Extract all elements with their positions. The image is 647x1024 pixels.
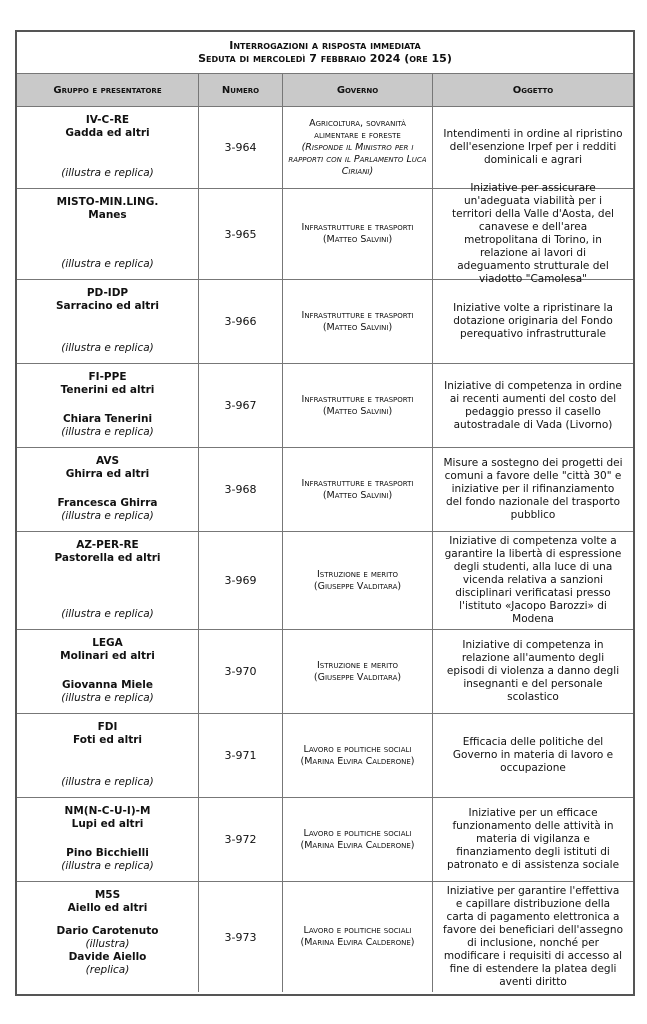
presentatore-name: Lupi ed altri	[71, 818, 144, 830]
speaker-role: (illustra e replica)	[61, 510, 154, 522]
numero-cell: 3-971	[199, 714, 283, 797]
oggetto-cell: Intendimenti in ordine al ripristino dell'esenzione Irpef per i redditi dominicali e agrari	[443, 128, 623, 166]
gruppo-cell	[17, 532, 199, 629]
ministro-name: (Matteo Salvini)	[322, 321, 393, 333]
speaker-role: (illustra)	[85, 938, 130, 950]
gruppo-name: AVS	[95, 455, 120, 467]
gruppo-name: FI-PPE	[88, 371, 127, 383]
speaker-role: (illustra e replica)	[61, 342, 154, 354]
gruppo-cell	[17, 280, 199, 363]
header-oggetto: Oggetto	[512, 84, 554, 96]
numero-cell: 3-968	[199, 448, 283, 531]
ministero-name: Lavoro e politiche sociali	[303, 827, 412, 839]
governo-cell	[283, 798, 433, 881]
title-line-2: Seduta di mercoledì 7 febbraio 2024 (ore 15)	[198, 52, 452, 65]
ministero-name: Lavoro e politiche sociali	[303, 743, 412, 755]
gruppo-cell	[17, 630, 199, 713]
governo-cell	[283, 280, 433, 363]
gruppo-cell	[17, 107, 199, 188]
governo-cell	[283, 364, 433, 447]
speaker-name: Chiara Tenerini	[62, 413, 153, 425]
table-row	[17, 448, 633, 532]
speaker-name: Pino Bicchielli	[66, 847, 149, 859]
speaker-role: (illustra e replica)	[61, 258, 154, 270]
ministro-name: (Giuseppe Valditara)	[313, 671, 402, 683]
presentatore-name: Gadda ed altri	[65, 127, 150, 139]
governo-cell	[283, 630, 433, 713]
table-row	[17, 182, 633, 285]
speaker-role: (illustra e replica)	[61, 692, 154, 704]
ministero-name: Infrastrutture e trasporti	[301, 222, 414, 233]
gruppo-name: AZ-PER-RE	[76, 539, 139, 551]
presentatore-name: Sarracino ed altri	[55, 300, 160, 312]
numero-cell: 3-967	[199, 364, 283, 447]
gruppo-name: NM(N-C-U-I)-M	[64, 805, 151, 817]
ministro-name: (Giuseppe Valditara)	[313, 580, 402, 592]
oggetto-cell: Iniziative per assicurare un'adeguata viabilità per i territori della Valle d'Aosta, del canavese e dell'area metropolitana di Torino, in relazione ai lavori di adeguamento strutturale del viadotto "Camolesa"	[452, 182, 614, 285]
header-gruppo: Gruppo e presentatore	[17, 74, 199, 106]
gruppo-name: FDI	[97, 721, 118, 733]
gruppo-cell	[17, 882, 199, 992]
table-row	[17, 532, 633, 630]
numero-cell: 3-973	[199, 882, 283, 992]
header-numero: Numero	[199, 74, 283, 106]
ministro-name: (Marina Elvira Calderone)	[300, 839, 415, 851]
governo-cell	[283, 882, 433, 992]
gruppo-name: M5S	[94, 889, 121, 901]
numero-cell: 3-965	[199, 189, 283, 279]
header-governo: Governo	[283, 74, 433, 106]
ministro-name: (Risponde il Ministro per i rapporti con il Parlamento Luca Ciriani)	[288, 141, 427, 177]
title-line-1: Interrogazioni a risposta immediata	[229, 39, 421, 52]
ministro-name: (Marina Elvira Calderone)	[300, 937, 415, 948]
speaker-name: Giovanna Miele	[62, 679, 153, 691]
gruppo-name: PD-IDP	[86, 287, 129, 299]
table-row	[17, 280, 633, 364]
numero-cell: 3-970	[199, 630, 283, 713]
table-body	[17, 107, 633, 992]
presentatore-name: Molinari ed altri	[60, 650, 155, 662]
ministro-name: (Matteo Salvini)	[322, 405, 393, 417]
table-row	[17, 798, 633, 882]
gruppo-cell	[17, 448, 199, 531]
oggetto-cell: Misure a sostegno dei progetti dei comuni a favore delle "città 30" e iniziative per il rifinanziamento del fondo nazionale del trasporto pubblico	[443, 457, 623, 521]
table-row	[17, 714, 633, 798]
ministero-name: Infrastrutture e trasporti	[301, 393, 414, 405]
oggetto-cell: Efficacia delle politiche del Governo in materia di lavoro e occupazione	[452, 736, 614, 774]
speaker-role-2: (replica)	[85, 964, 130, 976]
interrogazioni-table	[15, 30, 635, 996]
presentatore-name: Ghirra ed altri	[65, 468, 150, 480]
ministero-name: Istruzione e merito	[316, 568, 399, 580]
speaker-role: (illustra e replica)	[61, 426, 154, 438]
presentatore-name: Foti ed altri	[72, 734, 142, 746]
governo-cell	[283, 714, 433, 797]
oggetto-cell: Iniziative per un efficace funzionamento delle attività in materia di vigilanza e finanziamento degli istituti di patronato e di assistenza sociale	[446, 807, 620, 871]
numero-cell: 3-966	[199, 280, 283, 363]
speaker-name: Francesca Ghirra	[57, 497, 158, 509]
speaker-role: (illustra e replica)	[61, 167, 154, 179]
table-title	[17, 32, 633, 74]
speaker-role: (illustra e replica)	[61, 776, 154, 788]
ministero-name: Lavoro e politiche sociali	[303, 925, 412, 936]
presentatore-name: Tenerini ed altri	[60, 384, 155, 396]
oggetto-cell: Iniziative di competenza in ordine ai recenti aumenti del costo del pedaggio presso il casello autostradale di Vada (Livorno)	[444, 379, 622, 431]
presentatore-name: Manes	[88, 209, 127, 221]
ministero-name: Infrastrutture e trasporti	[301, 477, 414, 489]
table-row	[17, 882, 633, 992]
numero-cell: 3-969	[199, 532, 283, 629]
speaker-role: (illustra e replica)	[61, 860, 154, 872]
governo-cell	[283, 532, 433, 629]
speaker-name: Dario Carotenuto	[56, 925, 159, 937]
ministro-name: (Matteo Salvini)	[322, 489, 393, 501]
ministro-name: (Marina Elvira Calderone)	[300, 755, 415, 767]
gruppo-name: MISTO-MIN.LING.	[56, 196, 159, 208]
gruppo-cell	[17, 364, 199, 447]
numero-cell: 3-972	[199, 798, 283, 881]
table-row	[17, 364, 633, 448]
gruppo-cell	[17, 714, 199, 797]
ministero-name: Agricoltura, sovranità alimentare e foreste	[309, 117, 406, 141]
ministero-name: Istruzione e merito	[316, 659, 399, 671]
presentatore-name: Aiello ed altri	[67, 902, 148, 914]
gruppo-cell	[17, 798, 199, 881]
table-header	[17, 74, 633, 107]
oggetto-cell: Iniziative di competenza in relazione all'aumento degli episodi di violenza a danno degli insegnanti e del personale scolastico	[446, 639, 620, 703]
oggetto-cell: Iniziative volte a ripristinare la dotazione originaria del Fondo perequativo infrastrutturale	[453, 302, 613, 340]
table-row	[17, 107, 633, 189]
governo-cell	[283, 189, 433, 279]
speaker-name-2: Davide Aiello	[68, 951, 147, 963]
presentatore-name: Pastorella ed altri	[54, 552, 161, 564]
gruppo-cell	[17, 189, 199, 279]
oggetto-cell: Iniziative per garantire l'effettiva e capillare distribuzione della carta di pagamento elettronica a favore dei beneficiari dell'assegno di inclusione, nonché per modificare i requisiti di accesso al fine di estendere la platea degli aventi diritto	[443, 885, 624, 988]
ministero-name: Infrastrutture e trasporti	[301, 309, 414, 321]
gruppo-name: LEGA	[92, 637, 123, 649]
governo-cell	[283, 107, 433, 188]
governo-cell	[283, 448, 433, 531]
speaker-role: (illustra e replica)	[61, 608, 154, 620]
gruppo-name: IV-C-RE	[85, 114, 130, 126]
oggetto-cell: Iniziative di competenza volte a garantire la libertà di espressione degli studenti, alla luce di una vicenda relativa a sanzioni disciplinari verificatasi presso l'istituto «Jacopo Barozzi» di Modena	[444, 535, 622, 625]
numero-cell: 3-964	[199, 107, 283, 188]
ministro-name: (Matteo Salvini)	[322, 234, 393, 245]
table-row	[17, 630, 633, 714]
